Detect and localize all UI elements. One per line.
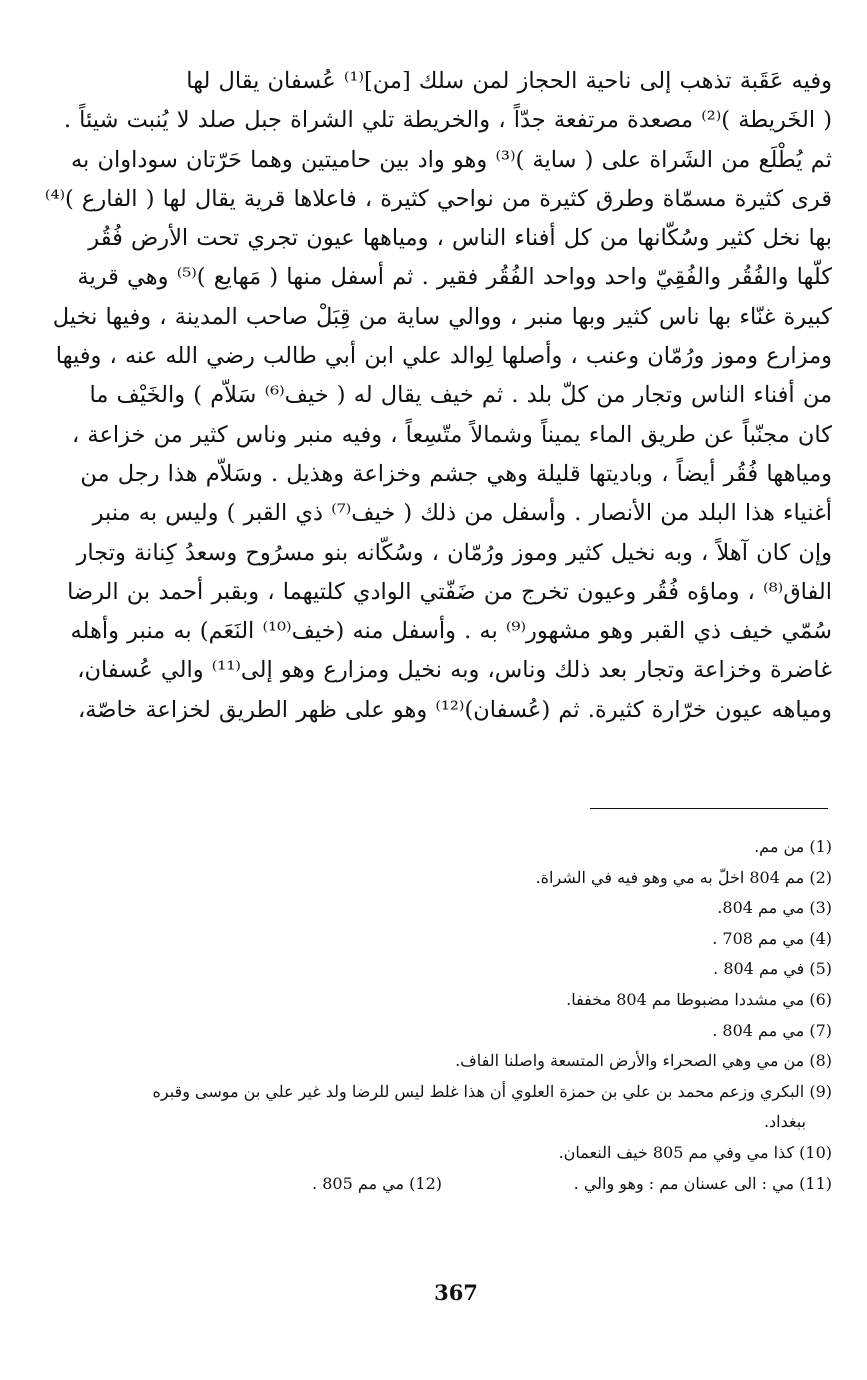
text-line: من أفناء الناس وتجار من كلّ بلد . ثم خيف يقال له ( خيف⁽⁶⁾ سَلاّم ) والخَيْف ما — [89, 382, 832, 409]
footnote-divider — [590, 808, 828, 809]
text-line: سُمّي خيف ذي القبر وهو مشهور⁽⁹⁾ به . وأسفل منه (خيف⁽¹⁰⁾ النَعَم) به منبر وأهله — [70, 618, 832, 645]
footnotes — [80, 832, 832, 1199]
footnote: (10) كذا مي وفي مم 805 خيف النعمان. — [558, 1142, 832, 1162]
text-line: كلّها والفُقُر والفُقِيّ واحد وواحد الفُقُر فقير . ثم أسفل منها ( مَهايع )⁽⁵⁾ وهي قرية — [77, 264, 832, 291]
footnote: (5) في مم 804 . — [713, 959, 832, 979]
footnote: (6) مي مشددا مضبوطا مم 804 مخففا. — [566, 989, 832, 1009]
book-page — [44, 62, 832, 1352]
text-line: وفيه عَقَبة تذهب إلى ناحية الحجاز لمن سلك [من]⁽¹⁾ عُسفان يقال لها — [186, 68, 832, 94]
main-text — [44, 62, 832, 730]
footnote-continuation: ببغداد. — [763, 1112, 806, 1132]
text-line: كان مجنّباً عن طريق الماء يميناً وشمالاً متّسِعاً ، وفيه منبر وناس كثير من خزاعة ، — [71, 421, 832, 448]
text-line: ومياهها فُقُر أيضاً ، وباديتها قليلة وهي جشم وخزاعة وهذيل . وسَلاّم هذا رجل من — [80, 460, 832, 487]
text-line: كبيرة غنّاء بها ناس كثير وبها منبر ، ووالي ساية من قِبَلْ صاحب المدينة ، وفيها نخيل — [52, 303, 832, 330]
footnote: (9) البكري وزعم محمد بن علي بن حمزة العلوي أن هذا غلط ليس للرضا ولد غير علي بن موسى وقبره — [152, 1081, 832, 1101]
footnote: (1) من مم. — [754, 837, 832, 856]
text-line: ثم يُطْلَع من الشَراة على ( ساية )⁽³⁾ وهو واد بين حاميتين وهما حَرّتان سوداوان به — [70, 146, 832, 173]
text-line: غاضرة وخزاعة وتجار بعد ذلك وناس، وبه نخيل ومزارع وهو إلى⁽¹¹⁾ والي عُسفان، — [77, 657, 832, 684]
text-line: بها نخل كثير وسُكّانها من كل أفناء الناس ، ومياهها عيون تجري تحت الأرض فُقُر — [88, 225, 832, 252]
text-line: أغنياء هذا البلد من الأنصار . وأسفل من ذلك ( خيف⁽⁷⁾ ذي القبر ) وليس به منبر — [92, 500, 832, 527]
text-line: قرى كثيرة مسمّاة وطرق كثيرة من نواحي كثيرة ، فاعلاها قرية يقال لها ( الفارع )⁽⁴⁾ — [44, 185, 832, 212]
footnote: (8) من مي وهي الصحراء والأرض المتسعة واصلنا الفاف. — [455, 1051, 832, 1071]
text-line: ( الخَريطة )⁽²⁾ مصعدة مرتفعة جدّاً ، والخريطة تلي الشراة جبل صلد لا يُنبت شيئاً . — [63, 107, 832, 134]
footnote: (7) مي مم 804 . — [712, 1020, 832, 1040]
footnote: (2) مم 804 اخلّ به مي وهو فيه في الشراة. — [535, 867, 832, 887]
text-line: ومزارع وموز ورُمّان وعنب ، وأصلها لِوالد علي ابن أبي طالب رضي الله عنه ، وفيها — [55, 343, 832, 370]
text-line: وإن كان آهلاً ، وبه نخيل كثير وموز ورُمّان ، وسُكّانه بنو مسرُوح وسعدُ كِنانة وتجار — [76, 539, 832, 566]
text-line: ومياهه عيون خرّارة كثيرة. ثم (عُسفان)⁽¹²⁾ وهو على ظهر الطريق لخزاعة خاصّة، — [78, 696, 832, 723]
footnote-pair — [80, 1169, 832, 1200]
text-line: الفاق⁽⁸⁾ ، وماؤه فُقُر وعيون تخرج من ضَفّتي الوادي كلتيهما ، وبقبر أحمد بن الرضا — [67, 578, 832, 605]
footnote: (11) مي : الى عسنان مم : وهو والي . — [573, 1173, 832, 1193]
footnote: (4) مي مم 708 . — [712, 928, 832, 948]
footnote: (12) مي مم 805 . — [312, 1173, 442, 1193]
page-number: 367 — [434, 1280, 478, 1305]
footnote: (3) مي مم 804. — [717, 898, 832, 918]
